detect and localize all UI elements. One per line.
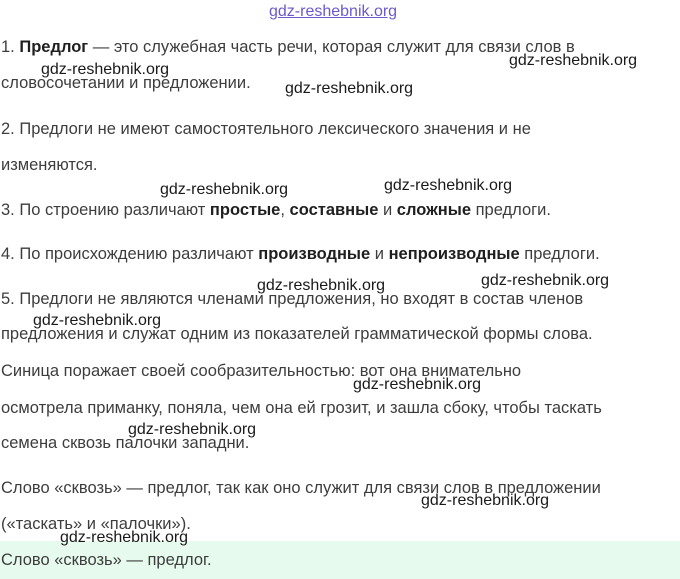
separator: и	[378, 201, 397, 219]
term-predlog: Предлог	[19, 38, 89, 56]
item-4-text: 4. По происхождению различают	[1, 245, 259, 263]
answer-text: Слово «сквозь» — предлог.	[1, 551, 212, 569]
watermark: gdz-reshebnik.org	[481, 272, 610, 289]
keyword-neproizvodnye: непроизводные	[388, 245, 520, 263]
watermark: gdz-reshebnik.org	[33, 312, 162, 329]
item-3	[1, 201, 551, 219]
exercise-line-2: осмотрела приманку, поняла, чем она ей грозит, и зашла сбоку, чтобы таскать	[1, 399, 602, 417]
item-4	[1, 245, 600, 263]
watermark: gdz-reshebnik.org	[384, 177, 513, 194]
item-4-end: предлоги.	[519, 245, 600, 263]
watermark: gdz-reshebnik.org	[421, 492, 550, 509]
exercise-line-1: Синица поражает своей сообразительностью: вот она внимательно	[1, 362, 522, 380]
item-3-text: 3. По строению различают	[1, 201, 210, 219]
separator: ,	[280, 201, 290, 219]
separator: и	[370, 245, 389, 263]
keyword-slozhnye: сложные	[396, 201, 472, 219]
item-5-line-1: 5. Предлоги не являются членами предложения, но входят в состав членов	[1, 290, 584, 308]
watermark: gdz-reshebnik.org	[41, 61, 170, 78]
keyword-proizvodnye: производные	[258, 245, 371, 263]
watermark: gdz-reshebnik.org	[60, 529, 189, 546]
item-1-definition: — это служебная часть речи, которая служит для связи слов в	[88, 38, 575, 56]
watermark-link[interactable]: gdz-reshebnik.org	[269, 3, 398, 20]
keyword-prostye: простые	[209, 201, 281, 219]
item-3-end: предлоги.	[471, 201, 551, 219]
watermark: gdz-reshebnik.org	[285, 80, 414, 97]
watermark: gdz-reshebnik.org	[160, 181, 289, 198]
item-2-line-2: изменяются.	[1, 156, 98, 174]
watermark: gdz-reshebnik.org	[128, 421, 257, 438]
watermark: gdz-reshebnik.org	[353, 376, 482, 393]
exercise-line-3: семена сквозь палочки западни.	[1, 434, 250, 452]
explanation-line-1: Слово «сквозь» — предлог, так как оно служит для связи слов в предложении	[1, 479, 601, 497]
explanation-line-2: («таскать» и «палочки»).	[1, 515, 191, 533]
item-1-number: 1.	[1, 38, 15, 56]
item-1-line-2: словосочетании и предложении.	[1, 74, 251, 92]
item-2-line-1: 2. Предлоги не имеют самостоятельного лексического значения и не	[1, 120, 531, 138]
item-5-line-2: предложения и служат одним из показателей грамматической формы слова.	[1, 325, 593, 343]
watermark: gdz-reshebnik.org	[509, 52, 638, 69]
item-1-line-1	[1, 38, 575, 56]
watermark: gdz-reshebnik.org	[257, 277, 386, 294]
keyword-sostavnye: составные	[289, 201, 379, 219]
